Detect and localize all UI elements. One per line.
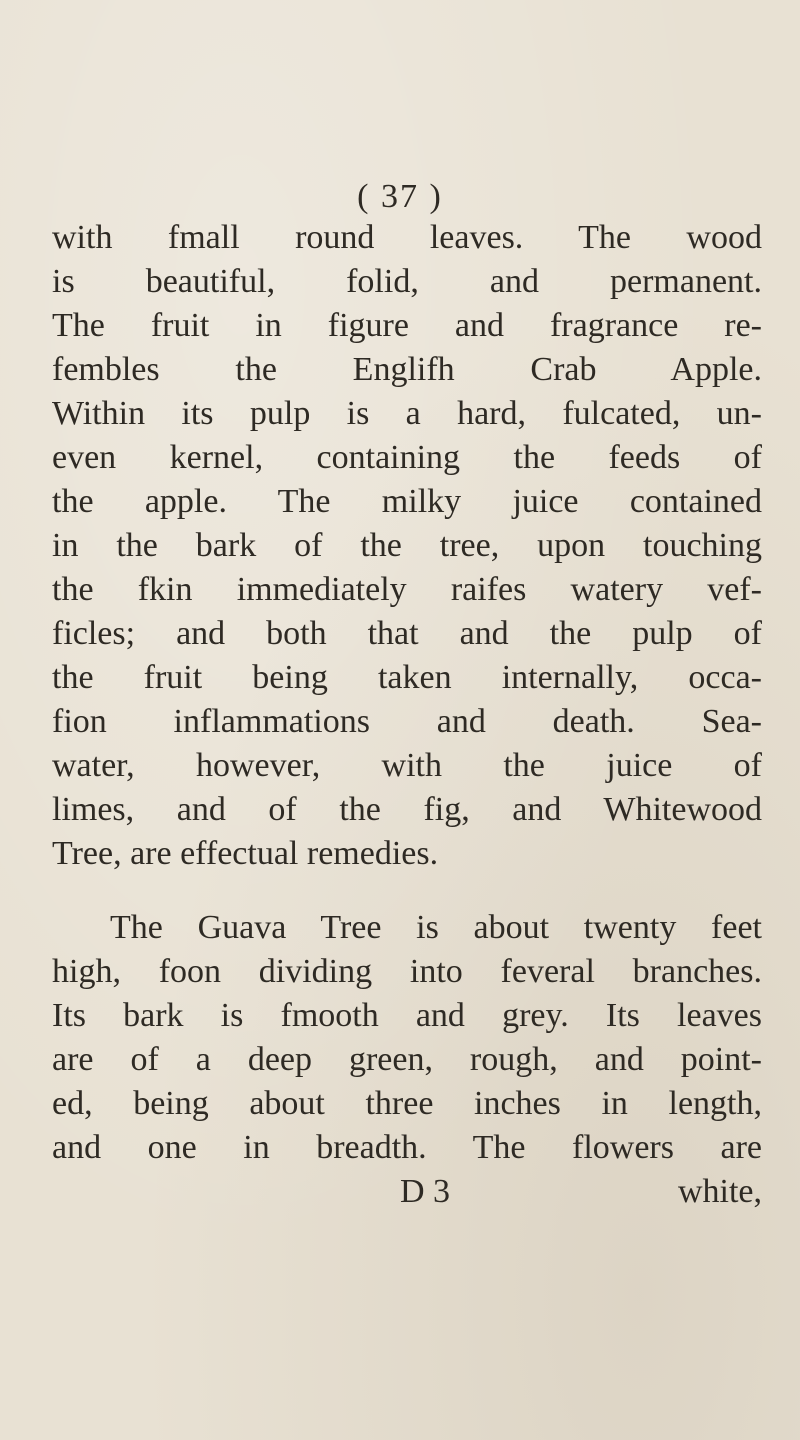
text-line: fion inflammations and death. Sea- xyxy=(52,703,762,740)
text-line: the apple. The milky juice contained xyxy=(52,483,762,520)
signature-mark: D 3 xyxy=(400,1173,451,1210)
text-line: in the bark of the tree, upon touching xyxy=(52,527,762,564)
text-line: are of a deep green, rough, and point- xyxy=(52,1041,762,1078)
text-line: ficles; and both that and the pulp of xyxy=(52,615,762,652)
text-line: and one in breadth. The flowers are xyxy=(52,1129,762,1166)
text-line: the fkin immediately raifes watery vef- xyxy=(52,571,762,608)
page-number: ( 37 ) xyxy=(357,178,443,215)
text-line: high, foon dividing into feveral branches. xyxy=(52,953,762,990)
text-line: is beautiful, folid, and permanent. xyxy=(52,263,762,300)
text-line: Its bark is fmooth and grey. Its leaves xyxy=(52,997,762,1034)
text-line: ed, being about three inches in length, xyxy=(52,1085,762,1122)
text-line: Tree, are effectual remedies. xyxy=(52,835,439,872)
text-line: even kernel, containing the feeds of xyxy=(52,439,762,476)
text-line: with fmall round leaves. The wood xyxy=(52,219,762,256)
text-line: the fruit being taken internally, occa- xyxy=(52,659,762,696)
text-line: limes, and of the fig, and Whitewood xyxy=(52,791,762,828)
signature-line xyxy=(0,1172,800,1212)
text-line: The fruit in figure and fragrance re- xyxy=(52,307,762,344)
text-line: water, however, with the juice of xyxy=(52,747,762,784)
text-line: The Guava Tree is about twenty feet xyxy=(110,909,762,946)
text-line: fembles the Englifh Crab Apple. xyxy=(52,351,762,388)
text-line: Within its pulp is a hard, fulcated, un- xyxy=(52,395,762,432)
catchword: white, xyxy=(677,1173,762,1210)
